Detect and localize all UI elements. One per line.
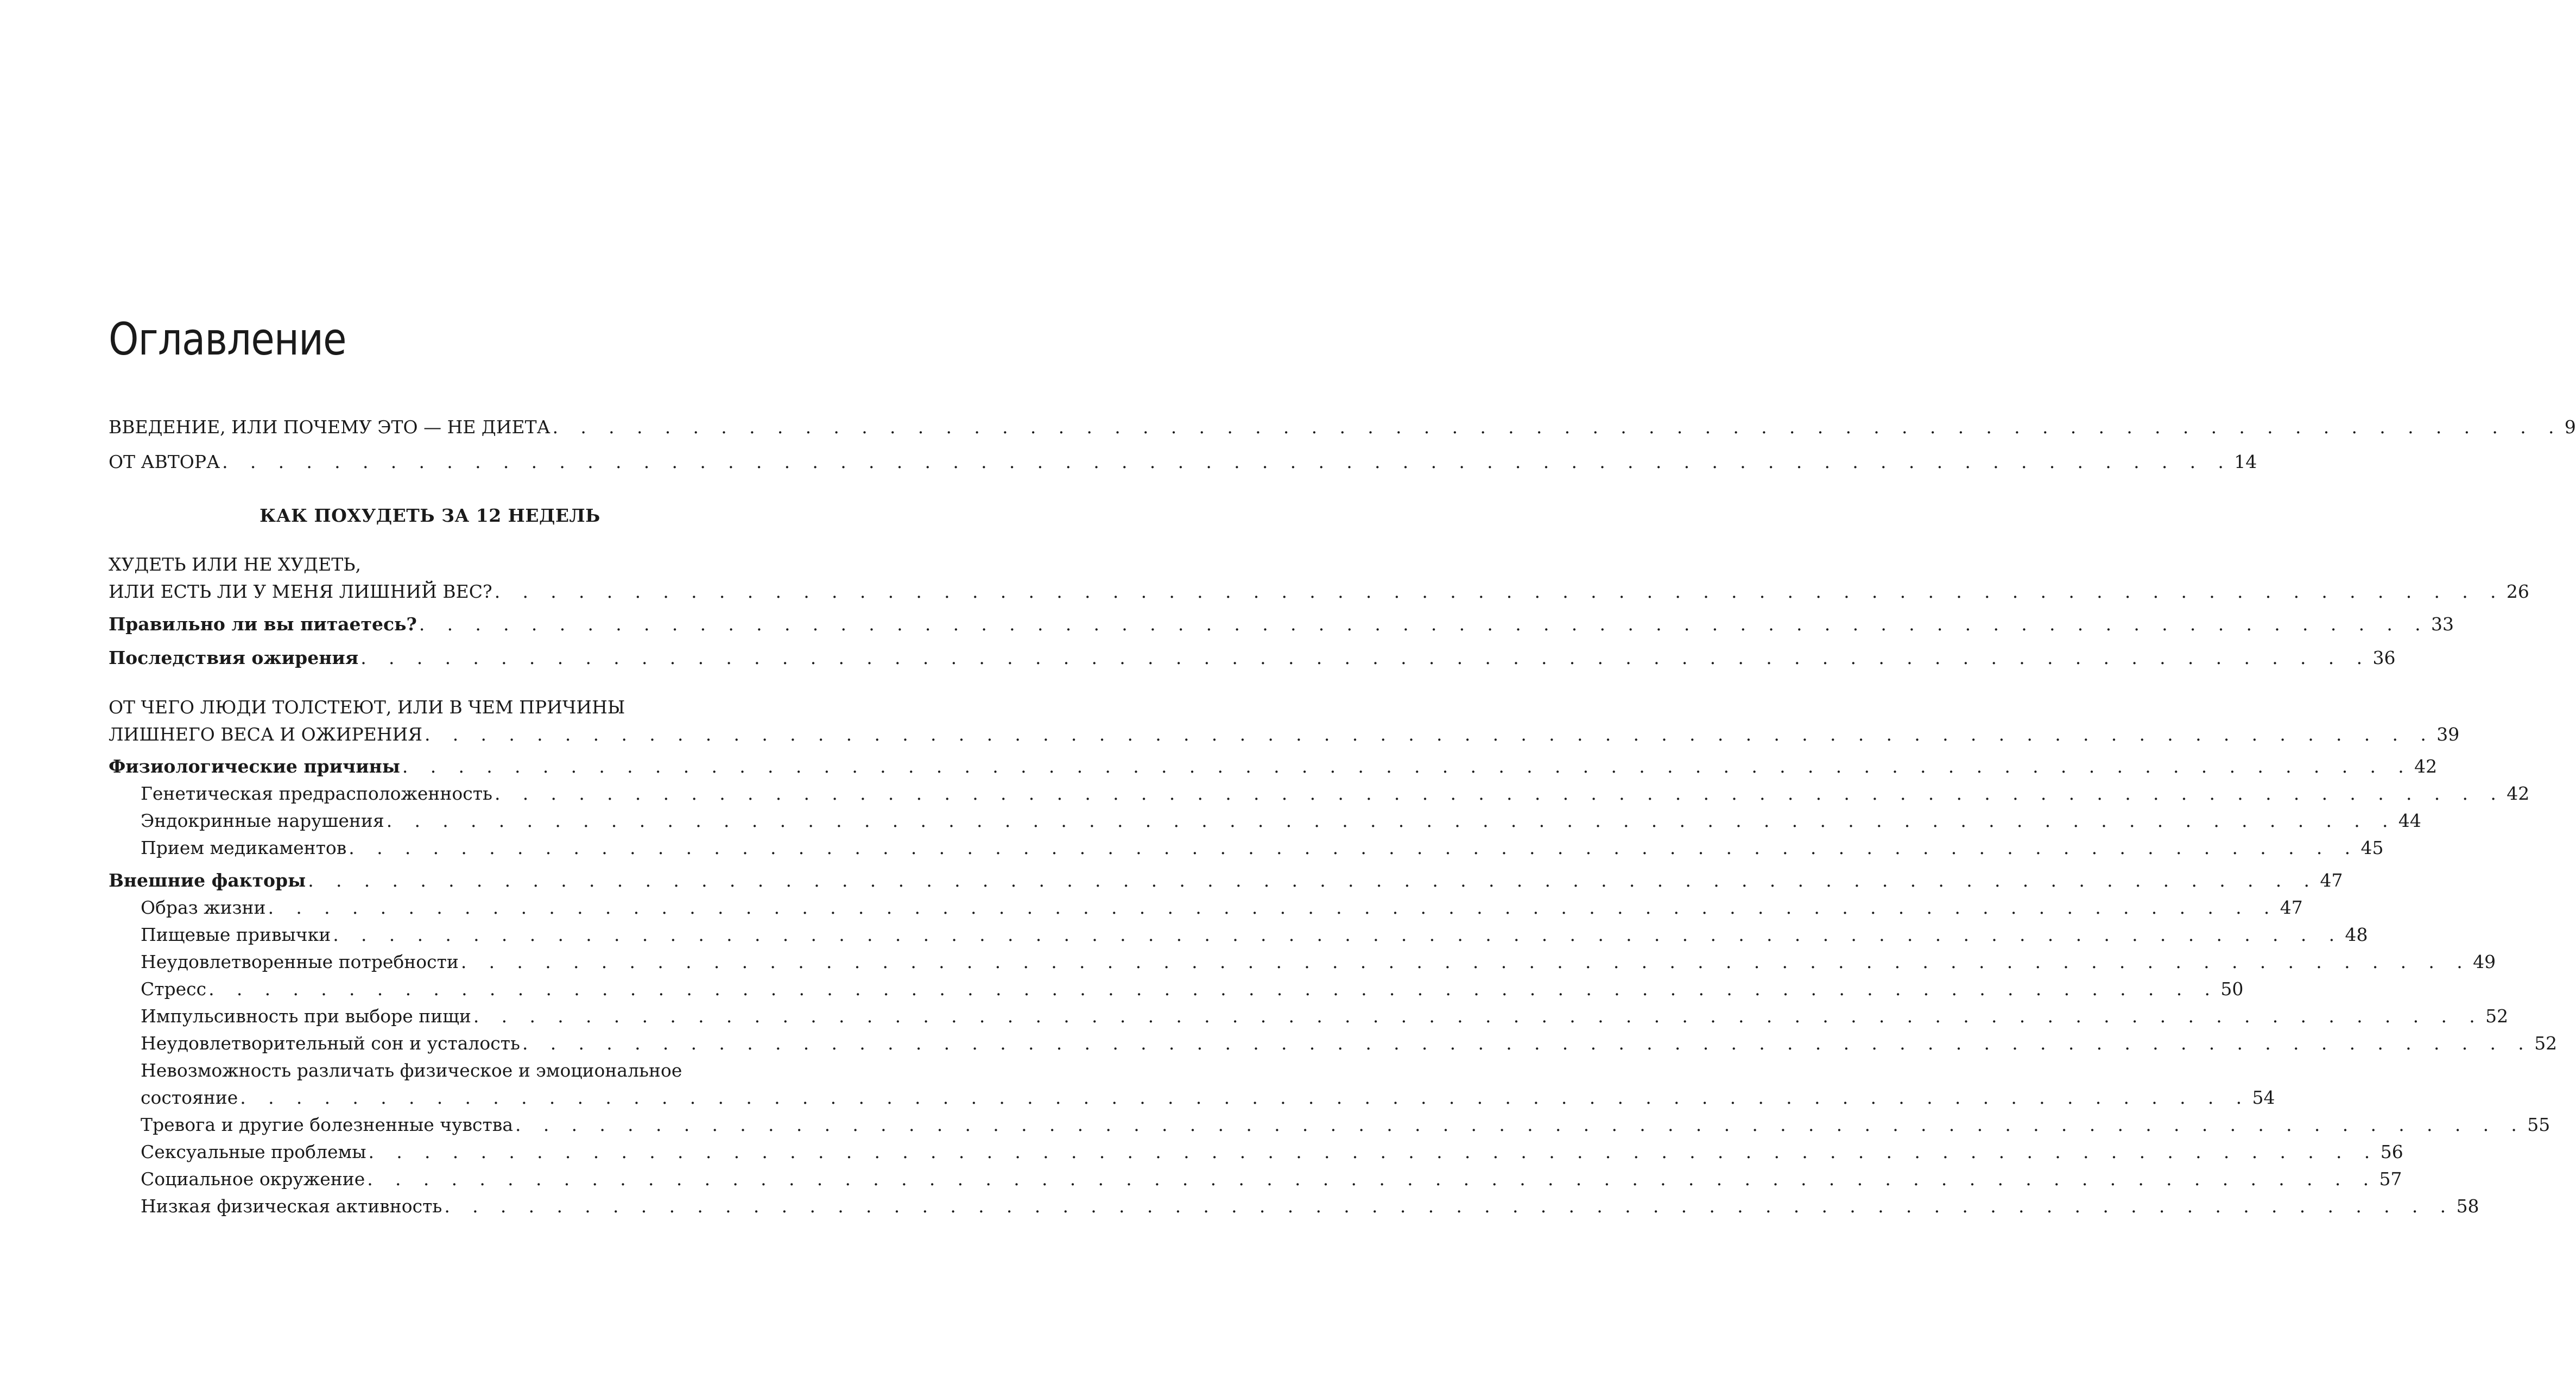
- toc-entry-page: 48: [2345, 924, 2368, 945]
- dot-leader: . . . . . . . . . . . . . . . . . . . . . . . . . . . . . . . . . . . . . . . . . . . . . . . . . . . . . . . . . . . . . . . . . . . . . . . .: [473, 1005, 2484, 1027]
- dot-leader: . . . . . . . . . . . . . . . . . . . . . . . . . . . . . . . . . . . . . . . . . . . . . . . . . . . . . . . . . . . . . . . . . . . . . . . .: [515, 1114, 2526, 1135]
- toc-entry-endocrine-disorders[interactable]: [141, 807, 2421, 834]
- toc-entry-title: Сексуальные проблемы: [141, 1141, 366, 1162]
- dot-leader: . . . . . . . . . . . . . . . . . . . . . . . . . . . . . . . . . . . . . . . . . . . . . . . . . . . . . . . . . . . . . . . . . . . . . . . .: [424, 724, 2435, 745]
- toc-entry-anxiety[interactable]: [141, 1111, 2550, 1139]
- toc-entry-page: 9: [2564, 416, 2576, 438]
- toc-entry-page: 47: [2280, 897, 2303, 918]
- toc-entry-low-physical-activity[interactable]: [141, 1193, 2479, 1220]
- toc-entry-title: Последствия ожирения: [109, 647, 359, 668]
- dot-leader: . . . . . . . . . . . . . . . . . . . . . . . . . . . . . . . . . . . . . . . . . . . . . . . . . . . . . . . . . . . . . . . . . . . . . . . .: [368, 1141, 2378, 1162]
- toc-entry-title: Физиологические причины: [109, 756, 400, 777]
- toc-entry-page: 36: [2372, 647, 2396, 668]
- toc-entry-page: 50: [2220, 978, 2244, 1000]
- toc-entry-page: 56: [2380, 1141, 2403, 1162]
- toc-entry-title: Образ жизни: [141, 897, 266, 918]
- dot-leader: . . . . . . . . . . . . . . . . . . . . . . . . . . . . . . . . . . . . . . . . . . . . . . . . . . . . . . . . . . . . . . . . . . . . . . . .: [552, 416, 2562, 438]
- dot-leader: . . . . . . . . . . . . . . . . . . . . . . . . . . . . . . . . . . . . . . . . . . . . . . . . . . . . . . . . . . . . . . . . . . . . . . . .: [402, 756, 2413, 777]
- toc-entry-title: Импульсивность при выборе пищи: [141, 1005, 471, 1027]
- toc-entry-page: 42: [2507, 783, 2530, 804]
- toc-entry-page: 55: [2527, 1114, 2550, 1135]
- toc-entry-introduction[interactable]: [109, 414, 2576, 441]
- dot-leader: . . . . . . . . . . . . . . . . . . . . . . . . . . . . . . . . . . . . . . . . . . . . . . . . . . . . . . . . . . . . . . . . . . . . . . . .: [308, 870, 2318, 891]
- toc-entry-page: 44: [2398, 810, 2421, 831]
- toc-entry-title: Пищевые привычки: [141, 924, 331, 945]
- dot-leader: . . . . . . . . . . . . . . . . . . . . . . . . . . . . . . . . . . . . . . . . . . . . . . . . . . . . . . . . . . . . . . . . . . . . . . . .: [386, 810, 2396, 831]
- toc-entry-title: ЛИШНЕГО ВЕСА И ОЖИРЕНИЯ: [109, 724, 422, 745]
- toc-entry-food-impulsivity[interactable]: [141, 1003, 2509, 1030]
- toc-entry-genetic-predisposition[interactable]: [141, 780, 2530, 807]
- toc-entry-title: Стресс: [141, 978, 207, 1000]
- toc-entry-lifestyle[interactable]: [141, 894, 2303, 921]
- toc-entry-title: ВВЕДЕНИЕ, ИЛИ ПОЧЕМУ ЭТО — НЕ ДИЕТА: [109, 416, 550, 438]
- toc-entry-physiological-causes[interactable]: [109, 753, 2438, 780]
- toc-entry-title: ИЛИ ЕСТЬ ЛИ У МЕНЯ ЛИШНИЙ ВЕС?: [109, 581, 492, 602]
- toc-entry-poor-sleep[interactable]: [141, 1030, 2558, 1057]
- toc-entry-title: Правильно ли вы питаетесь?: [109, 614, 417, 635]
- toc-entry-page: 45: [2360, 837, 2384, 858]
- toc-entry-title: Неудовлетворительный сон и усталость: [141, 1033, 520, 1054]
- toc-entry-lose-weight-or-not[interactable]: [109, 578, 2529, 605]
- toc-entry-title: Генетическая предрасположенность: [141, 783, 492, 804]
- page-title: Оглавление: [109, 314, 346, 365]
- toc-entry-page: 58: [2456, 1196, 2479, 1217]
- toc-entry-page: 52: [2534, 1033, 2558, 1054]
- toc-entry-page: 47: [2320, 870, 2343, 891]
- dot-leader: . . . . . . . . . . . . . . . . . . . . . . . . . . . . . . . . . . . . . . . . . . . . . . . . . . . . . . . . . . . . . . . . . . . . . . . .: [367, 1168, 2377, 1190]
- toc-section-title: КАК ПОХУДЕТЬ ЗА 12 НЕДЕЛЬ: [260, 505, 600, 526]
- dot-leader: . . . . . . . . . . . . . . . . . . . . . . . . . . . . . . . . . . . . . . . . . . . . . . . . . . . . . . . . . . . . . . . . . . . . . . . .: [460, 951, 2471, 972]
- dot-leader: . . . . . . . . . . . . . . . . . . . . . . . . . . . . . . . . . . . . . . . . . . . . . . . . . . . . . . . . . . . . . . . . . . . . . . . .: [240, 1087, 2250, 1108]
- toc-entry-title: ОТ АВТОРА: [109, 451, 220, 472]
- toc-entry-eating-habits[interactable]: [141, 921, 2368, 948]
- toc-entry-page: 49: [2473, 951, 2496, 972]
- toc-entry-page: 57: [2379, 1168, 2402, 1190]
- toc-entry-title: Социальное окружение: [141, 1168, 365, 1190]
- toc-entry-social-environment[interactable]: [141, 1166, 2402, 1193]
- toc-entry-causes-of-obesity[interactable]: [109, 721, 2460, 748]
- toc-entry-title: Неудовлетворенные потребности: [141, 951, 459, 972]
- toc-entry-title-line1: ХУДЕТЬ ИЛИ НЕ ХУДЕТЬ,: [109, 554, 361, 575]
- dot-leader: . . . . . . . . . . . . . . . . . . . . . . . . . . . . . . . . . . . . . . . . . . . . . . . . . . . . . . . . . . . . . . . . . . . . . . . .: [268, 897, 2278, 918]
- toc-entry-page: 54: [2252, 1087, 2275, 1108]
- toc-entry-medication[interactable]: [141, 834, 2384, 862]
- toc-entry-title: Внешние факторы: [109, 870, 306, 891]
- toc-entry-page: 42: [2414, 756, 2438, 777]
- toc-entry-physical-emotional-state[interactable]: [141, 1084, 2275, 1111]
- dot-leader: . . . . . . . . . . . . . . . . . . . . . . . . . . . . . . . . . . . . . . . . . . . . . . . . . . . . . . . . . . . . . . . . . . . . . . . .: [522, 1033, 2533, 1054]
- toc-entry-page: 52: [2485, 1005, 2509, 1027]
- dot-leader: . . . . . . . . . . . . . . . . . . . . . . . . . . . . . . . . . . . . . . . . . . . . . . . . . . . . . . . . . . . . . . . . . . . . . . . .: [360, 647, 2371, 668]
- toc-entry-page: 39: [2436, 724, 2460, 745]
- dot-leader: . . . . . . . . . . . . . . . . . . . . . . . . . . . . . . . . . . . . . . . . . . . . . . . . . . . . . . . . . . . . . . . . . . . . . . . .: [349, 837, 2359, 858]
- dot-leader: . . . . . . . . . . . . . . . . . . . . . . . . . . . . . . . . . . . . . . . . . . . . . . . . . . . . . . . . . . . . . . . . . . . . . . . .: [333, 924, 2343, 945]
- toc-entry-title-line1: Невозможность различать физическое и эмоциональное: [141, 1060, 682, 1081]
- toc-entry-title: Тревога и другие болезненные чувства: [141, 1114, 514, 1135]
- toc-entry-obesity-consequences[interactable]: [109, 644, 2396, 672]
- toc-entry-sexual-problems[interactable]: [141, 1139, 2403, 1166]
- toc-entry-title: Низкая физическая активность: [141, 1196, 442, 1217]
- toc-entry-stress[interactable]: [141, 976, 2244, 1003]
- dot-leader: . . . . . . . . . . . . . . . . . . . . . . . . . . . . . . . . . . . . . . . . . . . . . . . . . . . . . . . . . . . . . . . . . . . . . . . .: [494, 581, 2504, 602]
- dot-leader: . . . . . . . . . . . . . . . . . . . . . . . . . . . . . . . . . . . . . . . . . . . . . . . . . . . . . . . . . . . . . . . . . . . . . . . .: [222, 451, 2232, 472]
- dot-leader: . . . . . . . . . . . . . . . . . . . . . . . . . . . . . . . . . . . . . . . . . . . . . . . . . . . . . . . . . . . . . . . . . . . . . . . .: [208, 978, 2219, 1000]
- toc-entry-title: Эндокринные нарушения: [141, 810, 384, 831]
- toc-entry-unmet-needs[interactable]: [141, 948, 2496, 976]
- toc-entry-page: 14: [2234, 451, 2257, 472]
- dot-leader: . . . . . . . . . . . . . . . . . . . . . . . . . . . . . . . . . . . . . . . . . . . . . . . . . . . . . . . . . . . . . . . . . . . . . . . .: [419, 614, 2429, 635]
- toc-entry-title: Прием медикаментов: [141, 837, 347, 858]
- toc-entry-page: 33: [2431, 614, 2454, 635]
- dot-leader: . . . . . . . . . . . . . . . . . . . . . . . . . . . . . . . . . . . . . . . . . . . . . . . . . . . . . . . . . . . . . . . . . . . . . . . .: [494, 783, 2505, 804]
- toc-entry-title-line1: ОТ ЧЕГО ЛЮДИ ТОЛСТЕЮТ, ИЛИ В ЧЕМ ПРИЧИНЫ: [109, 697, 625, 718]
- toc-entry-title: состояние: [141, 1087, 238, 1108]
- toc-entry-external-factors[interactable]: [109, 867, 2343, 894]
- toc-entry-eating-right[interactable]: [109, 611, 2454, 638]
- toc-entry-page: 26: [2506, 581, 2529, 602]
- dot-leader: . . . . . . . . . . . . . . . . . . . . . . . . . . . . . . . . . . . . . . . . . . . . . . . . . . . . . . . . . . . . . . . . . . . . . . . .: [444, 1196, 2454, 1217]
- toc-entry-from-author[interactable]: [109, 448, 2257, 476]
